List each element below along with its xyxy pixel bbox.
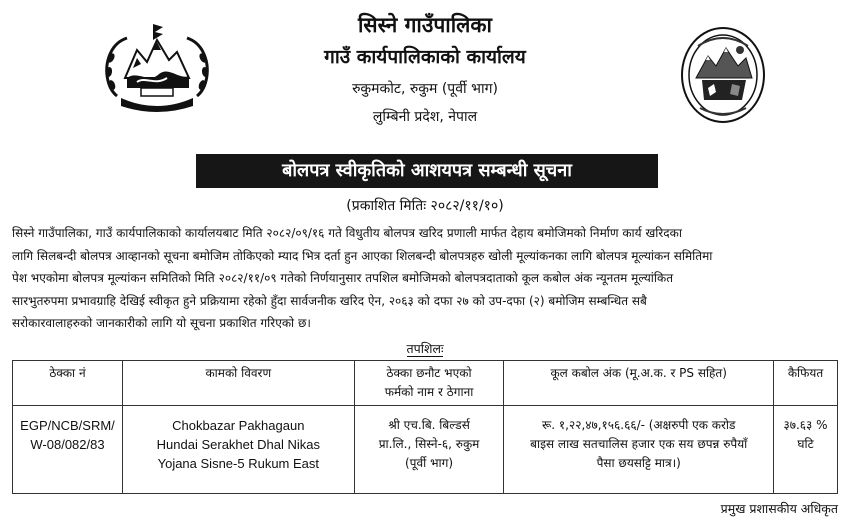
- cell-description: [122, 406, 354, 494]
- notice-body: [12, 222, 838, 335]
- contract-line: W-08/082/83: [30, 437, 105, 452]
- contract-line: EGP/NCB/SRM/: [20, 418, 115, 433]
- office-address: रुकुमकोट, रुकुम (पूर्वी भाग): [352, 81, 498, 97]
- details-label: [0, 340, 850, 358]
- cell-contract-no: [13, 406, 123, 494]
- header-amount: कूल कबोल अंक (मू.अ.क. र PS सहित): [504, 361, 774, 406]
- signatory-title: प्रमुख प्रशासकीय अधिकृत: [720, 501, 838, 516]
- description-line: Chokbazar Pakhagaun: [172, 418, 305, 433]
- notice-title-banner: बोलपत्र स्वीकृतिको आशयपत्र सम्बन्धी सूचना: [196, 154, 658, 188]
- header-firm: [354, 361, 504, 406]
- header-firm-line: ठेक्का छनौट भएको: [386, 366, 472, 380]
- description-line: Hundai Serakhet Dhal Nikas: [156, 437, 320, 452]
- cell-firm: [354, 406, 504, 494]
- table-row: [13, 406, 838, 494]
- remarks-line: ३७.६३ %: [783, 418, 828, 432]
- table-header-row: [13, 361, 838, 406]
- cell-remarks: [774, 406, 838, 494]
- body-line: सारभुतरुपमा प्रभावग्राहि देखिई स्वीकृत हुने प्रक्रियामा रहेको हुँदा सार्वजनीक खरिद ऐन, २०६३ को दफा २७ को उप-दफा (२) बमोजिम सम्बन्धित सबै: [12, 293, 647, 308]
- firm-line: प्रा.लि., सिस्ने-६, रुकुम: [378, 437, 480, 451]
- firm-line: श्री एच.बि. बिल्डर्स: [388, 418, 470, 432]
- body-line: पेश भएकोमा बोलपत्र मूल्यांकन समितिको मिति २०८२/११/०९ गतेको निर्णयानुसार तपशिल बमोजिमको बोलपत्रदाताको कूल कबोल अंक न्यूनतम मूल्यांकित: [12, 271, 674, 285]
- header-remarks: कैफियत: [774, 361, 838, 406]
- office-name: गाउँ कार्यपालिकाको कार्यालय: [324, 46, 526, 68]
- header-description: कामको विवरण: [122, 361, 354, 406]
- cell-amount: [504, 406, 774, 494]
- municipality-name: सिस्ने गाउँपालिका: [357, 13, 492, 37]
- amount-line: पैसा छयसट्टि मात्र।): [596, 456, 681, 470]
- body-line: सिस्ने गाउँपालिका, गाउँ कार्यपालिकाको कार्यालयबाट मिति २०८२/०९/१६ गते विधुतीय बोलपत्र खरिद प्रणाली मार्फत देहाय बमोजिमको निर्माण कार्य खरिदका: [12, 226, 682, 240]
- header-contract-no: ठेक्का नं: [13, 361, 123, 406]
- body-line: सरोकारवालाहरुको जानकारीको लागि यो सूचना प्रकाशित गरिएको छ।: [12, 316, 311, 330]
- amount-line: बाइस लाख सतचालिस हजार एक सय छपन्न रुपैयाँ: [530, 437, 748, 451]
- description-line: Yojana Sisne-5 Rukum East: [157, 456, 319, 471]
- contract-table: [12, 360, 838, 494]
- notice-header: [12, 4, 838, 154]
- firm-line: (पूर्वी भाग): [404, 456, 454, 470]
- office-province: लुम्बिनी प्रदेश, नेपाल: [372, 109, 478, 125]
- details-label-text: तपशिलः: [406, 341, 444, 356]
- published-date: (प्रकाशित मितिः २०८२/११/१०): [346, 198, 504, 214]
- amount-line: रू. १,२२,४७,१५६.६६/- (अक्षरुपी एक करोड: [541, 418, 736, 432]
- office-heading: [12, 12, 838, 128]
- body-line: लागि सिलबन्दी बोलपत्र आव्हानको सूचना बमोजिम तोकिएको म्याद भित्र दर्ता हुन आएका शिलबन्दी बोलपत्रहरु खोली मूल्यांकनका लागि बोलपत्र मूल्यांकन समितिमा: [12, 248, 713, 263]
- remarks-line: घटि: [797, 437, 814, 451]
- header-firm-line: फर्मको नाम र ठेगाना: [384, 385, 474, 399]
